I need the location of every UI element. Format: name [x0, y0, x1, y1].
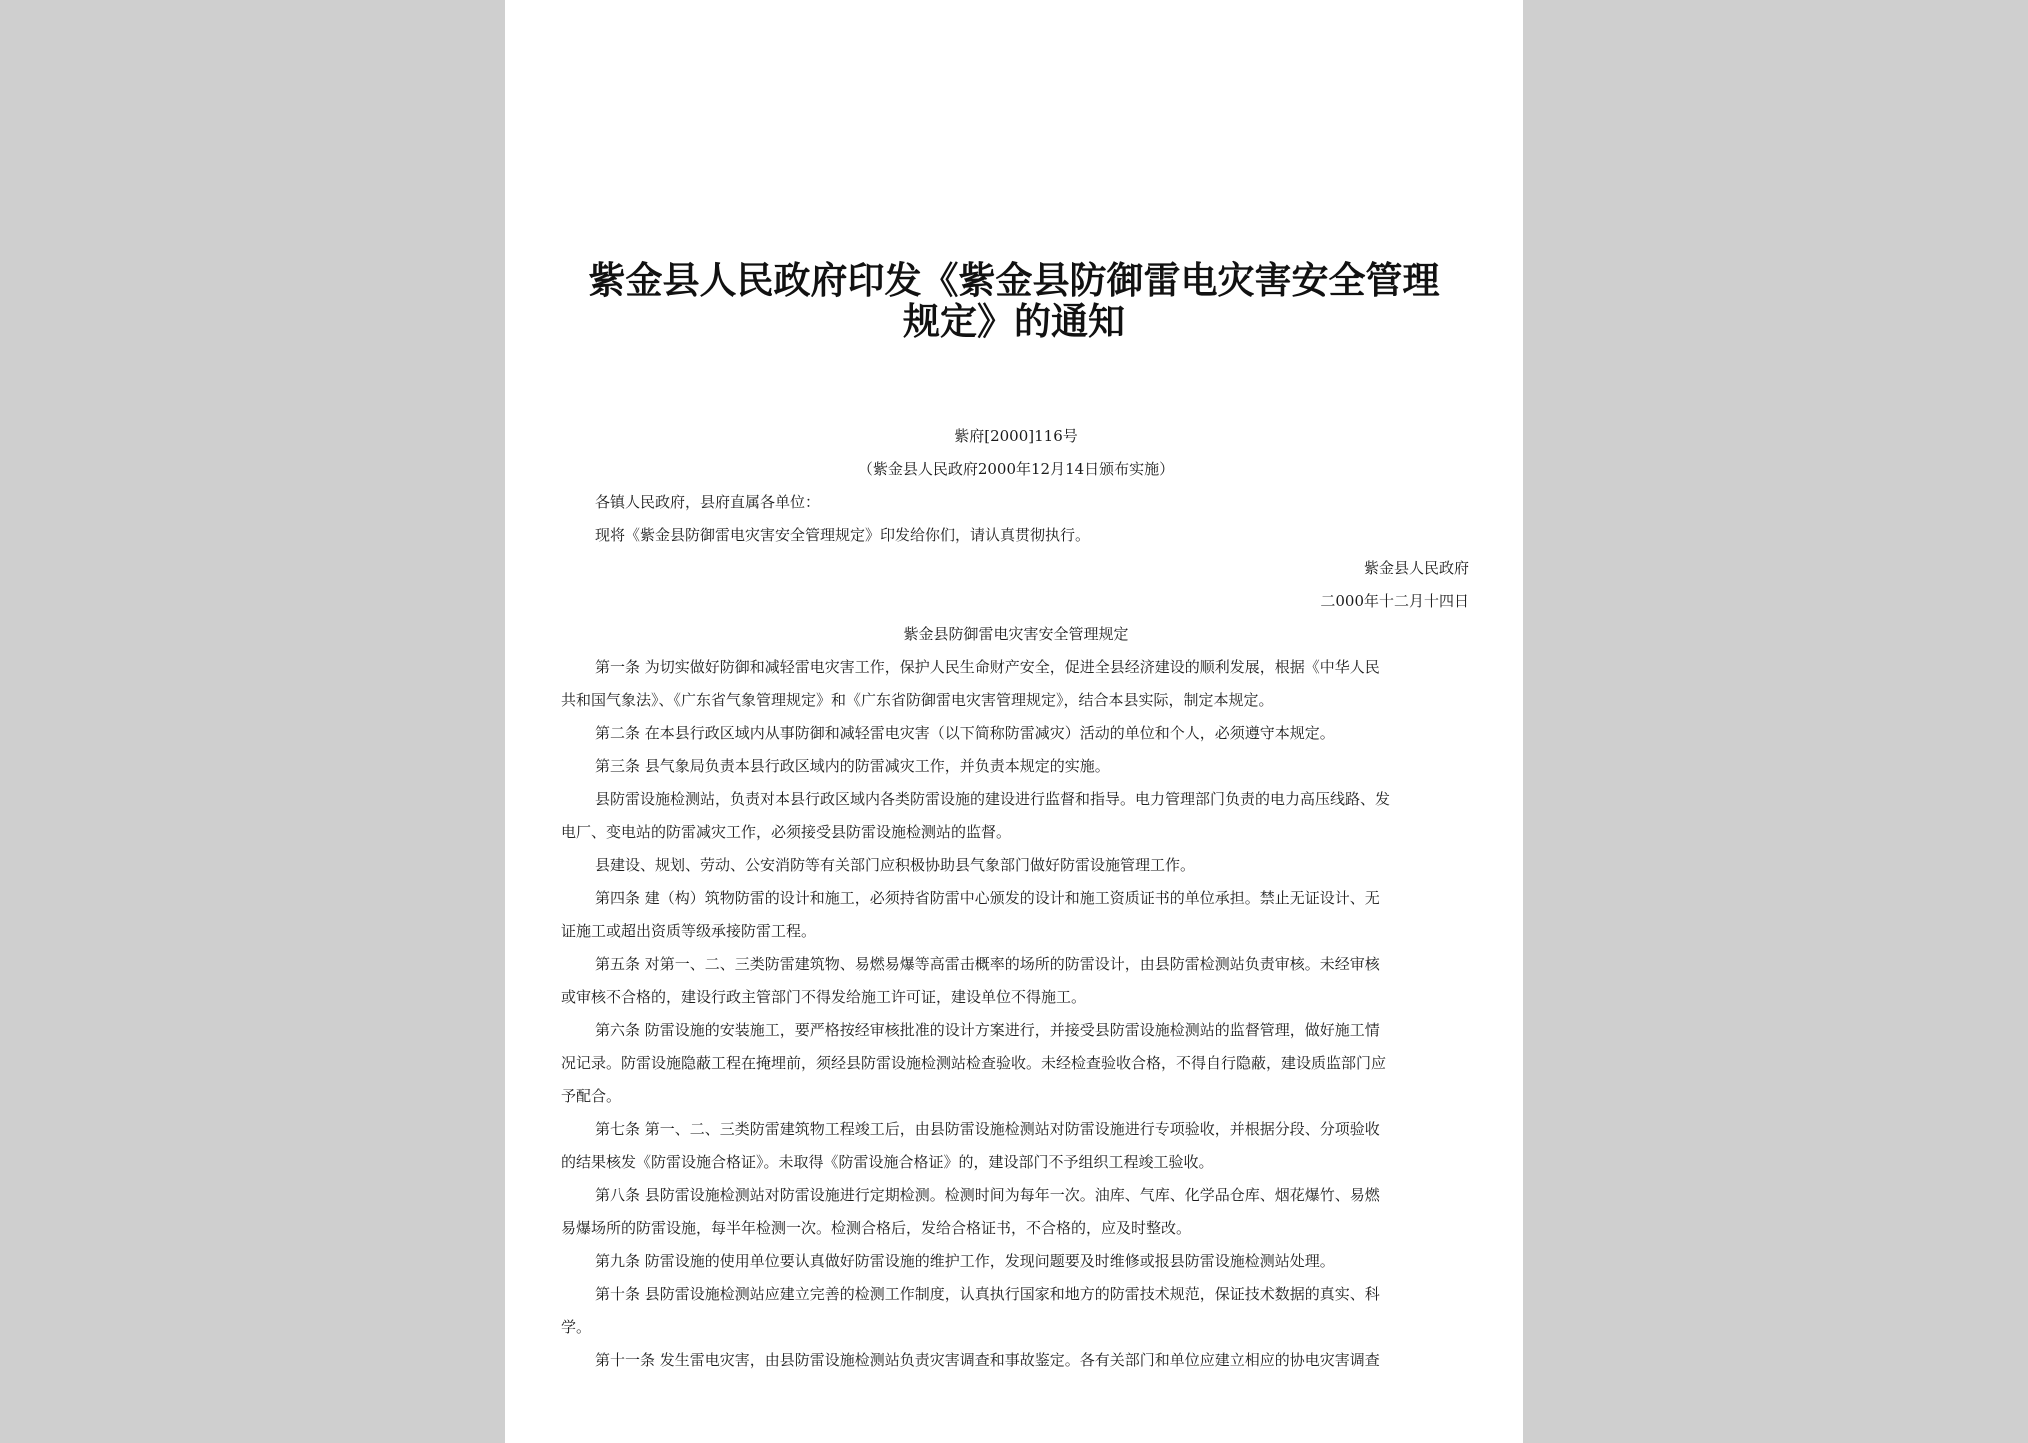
article-line: 予配合。: [561, 1087, 622, 1105]
articles-list: [561, 651, 1471, 1377]
article-paragraph: [561, 1245, 1471, 1278]
article-paragraph: [561, 783, 1471, 849]
article-line: 的结果核发《防雷设施合格证》。未取得《防雷设施合格证》的，建设部门不予组织工程竣工验收。: [561, 1153, 1214, 1171]
doc-number: 紫府[2000]116号: [954, 427, 1078, 445]
article-paragraph: [561, 948, 1471, 1014]
intro-paragraph: 现将《紫金县防御雷电灾害安全管理规定》印发给你们，请认真贯彻执行。: [595, 526, 1091, 544]
article-paragraph: [561, 717, 1471, 750]
article-paragraph: [561, 882, 1471, 948]
document-page: [505, 0, 1523, 1443]
document-title: [505, 260, 1523, 342]
signer: 紫金县人民政府: [1363, 559, 1469, 577]
document-body: [561, 420, 1471, 1377]
article-line: 县防雷设施检测站，负责对本县行政区域内各类防雷设施的建设进行监督和指导。电力管理部门负责的电力高压线路、发: [595, 790, 1391, 808]
article-line: 易爆场所的防雷设施，每半年检测一次。检测合格后，发给合格证书，不合格的，应及时整改。: [561, 1219, 1192, 1237]
article-paragraph: [561, 750, 1471, 783]
article-paragraph: [561, 1344, 1471, 1377]
sign-date: 二000年十二月十四日: [1320, 592, 1469, 610]
article-line: 电厂、变电站的防雷减灾工作，必须接受县防雷设施检测站的监督。: [561, 823, 1012, 841]
article-line: 第六条 防雷设施的安装施工，要严格按经审核批准的设计方案进行，并接受县防雷设施检测站的监督管理，做好施工情: [595, 1021, 1380, 1039]
title-line-2: 规定》的通知: [903, 299, 1125, 343]
article-line: 共和国气象法》、《广东省气象管理规定》和《广东省防御雷电灾害管理规定》，结合本县实际，制定本规定。: [561, 691, 1274, 709]
article-line: 第二条 在本县行政区域内从事防御和减轻雷电灾害（以下简称防雷减灾）活动的单位和个人，必须遵守本规定。: [595, 724, 1335, 742]
article-line: 第七条 第一、二、三类防雷建筑物工程竣工后，由县防雷设施检测站对防雷设施进行专项验收，并根据分段、分项验收: [595, 1120, 1380, 1138]
article-paragraph: [561, 1113, 1471, 1179]
article-line: 或审核不合格的，建设行政主管部门不得发给施工许可证，建设单位不得施工。: [561, 988, 1087, 1006]
article-paragraph: [561, 1278, 1471, 1344]
article-line: 第八条 县防雷设施检测站对防雷设施进行定期检测。检测时间为每年一次。油库、气库、化学品仓库、烟花爆竹、易燃: [595, 1186, 1380, 1204]
article-line: 第十一条 发生雷电灾害，由县防雷设施检测站负责灾害调查和事故鉴定。各有关部门和单位应建立相应的协电灾害调查: [595, 1351, 1380, 1369]
article-paragraph: [561, 651, 1471, 717]
title-line-1: 紫金县人民政府印发《紫金县防御雷电灾害安全管理: [588, 258, 1440, 302]
addressee: 各镇人民政府，县府直属各单位：: [595, 493, 821, 511]
article-paragraph: [561, 1179, 1471, 1245]
article-line: 第五条 对第一、二、三类防雷建筑物、易燃易爆等高雷击概率的场所的防雷设计，由县防雷检测站负责审核。未经审核: [595, 955, 1380, 973]
article-line: 证施工或超出资质等级承接防雷工程。: [561, 922, 817, 940]
article-paragraph: [561, 1014, 1471, 1113]
article-line: 况记录。防雷设施隐蔽工程在掩埋前，须经县防雷设施检测站检查验收。未经检查验收合格，不得自行隐蔽，建设质监部门应: [561, 1054, 1387, 1072]
issued-note: （紫金县人民政府2000年12月14日颁布实施）: [857, 460, 1175, 478]
article-line: 第三条 县气象局负责本县行政区域内的防雷减灾工作，并负责本规定的实施。: [595, 757, 1110, 775]
article-line: 第九条 防雷设施的使用单位要认真做好防雷设施的维护工作，发现问题要及时维修或报县防雷设施检测站处理。: [595, 1252, 1335, 1270]
regulation-title: 紫金县防御雷电灾害安全管理规定: [903, 625, 1129, 643]
article-line: 第四条 建（构）筑物防雷的设计和施工，必须持省防雷中心颁发的设计和施工资质证书的单位承担。禁止无证设计、无: [595, 889, 1380, 907]
article-line: 学。: [561, 1318, 592, 1336]
article-line: 县建设、规划、劳动、公安消防等有关部门应积极协助县气象部门做好防雷设施管理工作。: [595, 856, 1196, 874]
article-line: 第十条 县防雷设施检测站应建立完善的检测工作制度，认真执行国家和地方的防雷技术规范，保证技术数据的真实、科: [595, 1285, 1380, 1303]
article-paragraph: [561, 849, 1471, 882]
article-line: 第一条 为切实做好防御和减轻雷电灾害工作，保护人民生命财产安全，促进全县经济建设的顺利发展，根据《中华人民: [595, 658, 1380, 676]
